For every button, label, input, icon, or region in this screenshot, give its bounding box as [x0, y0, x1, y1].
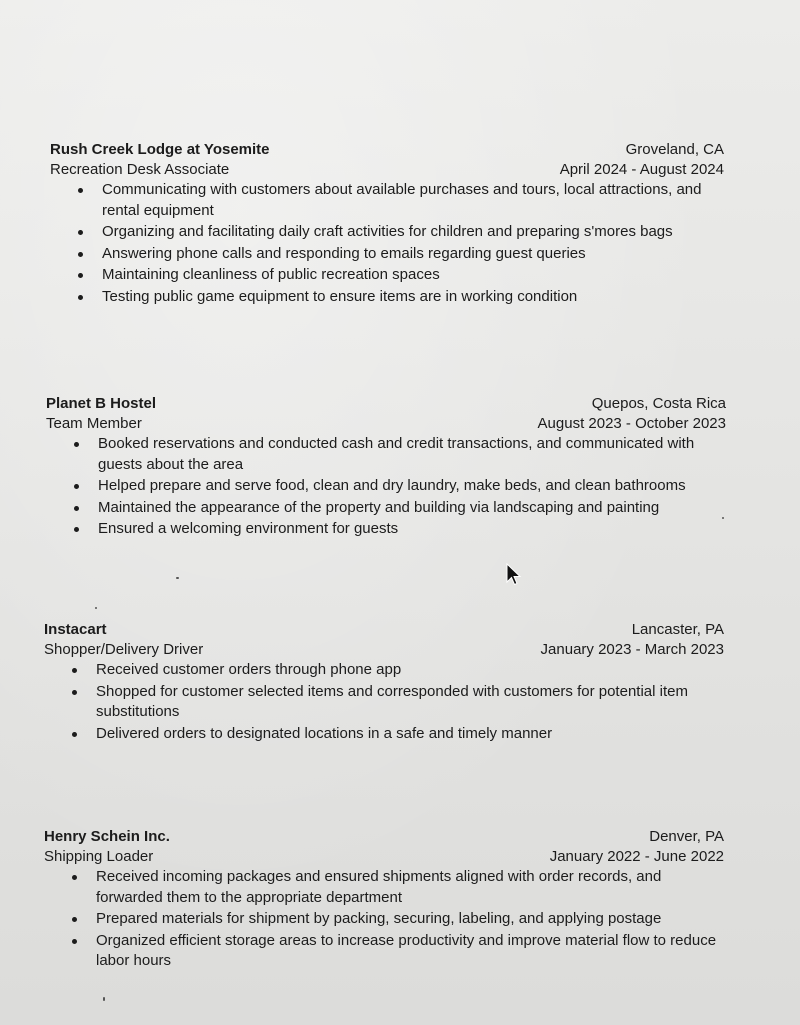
- screen-speck: [95, 607, 97, 609]
- job-location: Lancaster, PA: [631, 621, 724, 638]
- bullet-item: [44, 867, 724, 908]
- job-dates: August 2023 - October 2023: [537, 415, 726, 432]
- job-header-row: [46, 394, 726, 414]
- bullet-dot-icon: [74, 442, 79, 447]
- bullet-dot-icon: [74, 506, 79, 511]
- screen-speck: [176, 577, 179, 579]
- bullet-item: [44, 682, 724, 723]
- job-bullet-list: [46, 434, 726, 540]
- job-bullet-list: [44, 660, 724, 744]
- job-bullet-list: [50, 180, 724, 307]
- job-title: Recreation Desk Associate: [50, 161, 230, 178]
- job-dates: April 2024 - August 2024: [559, 161, 724, 178]
- bullet-text: Communicating with customers about available purchases and tours, local attractions, and rental equipment: [102, 181, 702, 219]
- bullet-item: [50, 180, 724, 221]
- bullet-text: Shopped for customer selected items and corresponded with customers for potential item substitutions: [96, 682, 688, 720]
- bullet-text: Helped prepare and serve food, clean and dry laundry, make beds, and clean bathrooms: [98, 477, 686, 494]
- bullet-item: [46, 498, 726, 519]
- job-entry-planet-b-hostel: [46, 394, 726, 541]
- job-subheader-row: [46, 414, 726, 434]
- bullet-item: [44, 909, 724, 930]
- bullet-dot-icon: [78, 273, 83, 278]
- bullet-dot-icon: [78, 295, 83, 300]
- job-location: Quepos, Costa Rica: [591, 395, 726, 412]
- bullet-text: Ensured a welcoming environment for guests: [98, 520, 399, 537]
- bullet-dot-icon: [72, 668, 77, 673]
- bullet-text: Answering phone calls and responding to emails regarding guest queries: [102, 244, 586, 262]
- job-title: Team Member: [46, 415, 142, 432]
- bullet-item: [44, 660, 724, 681]
- bullet-text: Maintained the appearance of the property and building via landscaping and painting: [98, 498, 660, 516]
- bullet-item: [50, 222, 724, 243]
- bullet-text: Booked reservations and conducted cash and credit transactions, and communicated with guests about the area: [98, 435, 695, 473]
- screen-speck: [103, 997, 105, 1001]
- bullet-dot-icon: [72, 690, 77, 695]
- bullet-item: [44, 724, 724, 745]
- job-title: Shopper/Delivery Driver: [44, 641, 204, 658]
- bullet-dot-icon: [72, 875, 77, 880]
- bullet-text: Organized efficient storage areas to increase productivity and improve material flow to reduce labor hours: [96, 931, 717, 969]
- job-subheader-row: [44, 640, 724, 660]
- bullet-dot-icon: [72, 939, 77, 944]
- bullet-item: [50, 265, 724, 286]
- job-subheader-row: [44, 847, 724, 867]
- job-dates: January 2023 - March 2023: [540, 641, 724, 658]
- bullet-item: [50, 244, 724, 265]
- mouse-pointer-icon: [506, 563, 522, 587]
- screen-speck: [722, 517, 724, 519]
- bullet-text: Delivered orders to designated locations in a safe and timely manner: [96, 724, 553, 742]
- bullet-text: Received incoming packages and ensured shipments aligned with order records, and forwarded them to the appropriate department: [96, 868, 662, 906]
- job-header-row: [50, 140, 724, 160]
- job-subheader-row: [50, 160, 724, 180]
- bullet-item: [46, 519, 726, 540]
- job-entry-rush-creek-lodge: [50, 140, 724, 308]
- job-location: Denver, PA: [649, 828, 724, 845]
- bullet-text: Received customer orders through phone app: [96, 661, 402, 678]
- job-dates: January 2022 - June 2022: [549, 848, 724, 865]
- bullet-text: Organizing and facilitating daily craft activities for children and preparing s'mores bags: [102, 223, 673, 240]
- job-entry-instacart: [44, 620, 724, 745]
- company-name: Planet B Hostel: [46, 395, 157, 412]
- bullet-item: [50, 287, 724, 308]
- bullet-item: [46, 434, 726, 475]
- bullet-item: [44, 931, 724, 972]
- bullet-text: Prepared materials for shipment by packing, securing, labeling, and applying postage: [96, 910, 662, 927]
- company-name: Instacart: [44, 621, 107, 638]
- company-name: Henry Schein Inc.: [44, 828, 170, 845]
- bullet-dot-icon: [72, 917, 77, 922]
- job-location: Groveland, CA: [625, 141, 724, 158]
- bullet-dot-icon: [72, 732, 77, 737]
- bullet-dot-icon: [78, 230, 83, 235]
- bullet-text: Maintaining cleanliness of public recreation spaces: [102, 266, 440, 283]
- job-title: Shipping Loader: [44, 848, 154, 865]
- bullet-dot-icon: [74, 484, 79, 489]
- bullet-item: [46, 476, 726, 497]
- bullet-dot-icon: [78, 252, 83, 257]
- job-header-row: [44, 827, 724, 847]
- job-entry-henry-schein: [44, 827, 724, 973]
- bullet-text: Testing public game equipment to ensure items are in working condition: [102, 287, 578, 305]
- bullet-dot-icon: [78, 188, 83, 193]
- job-bullet-list: [44, 867, 724, 972]
- job-header-row: [44, 620, 724, 640]
- bullet-dot-icon: [74, 527, 79, 532]
- company-name: Rush Creek Lodge at Yosemite: [50, 141, 270, 158]
